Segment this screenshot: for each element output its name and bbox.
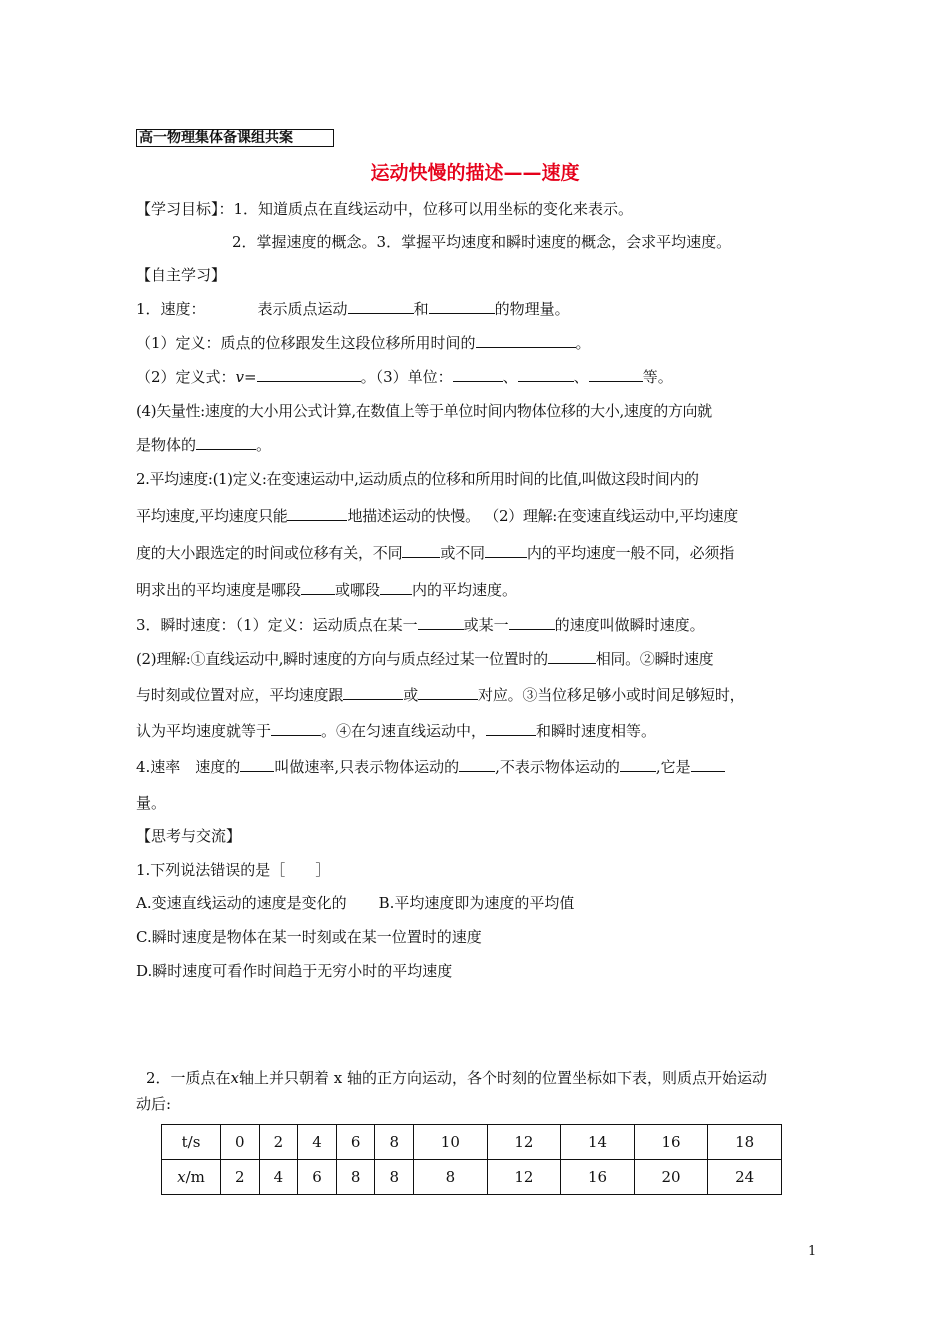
- question-2-line1: [146, 1067, 767, 1088]
- table-cell: 8: [375, 1125, 414, 1160]
- text: 度的大小跟选定的时间或位移有关，不同: [136, 544, 403, 562]
- rate-line2: 量。: [136, 794, 167, 812]
- text: 和瞬时速度相等。: [536, 722, 657, 740]
- table-cell: 0: [221, 1125, 260, 1160]
- var-x: x: [230, 1069, 240, 1087]
- avg-line1: 2.平均速度:(1)定义:在变速运动中,运动质点的位移和所用时间的比值,叫做这段时间内的: [136, 470, 699, 488]
- blank: [257, 367, 361, 382]
- text: 叫做速率,只表示物体运动的: [274, 758, 460, 776]
- table-cell: 2: [259, 1125, 298, 1160]
- blank: [485, 543, 527, 558]
- option-c: C.瞬时速度是物体在某一时刻或在某一位置时的速度: [136, 928, 482, 946]
- blank: [402, 543, 440, 558]
- blank: [343, 685, 403, 700]
- table-cell: 8: [414, 1160, 488, 1195]
- page-title: 运动快慢的描述——速度: [370, 162, 580, 184]
- table-cell: 6: [336, 1125, 375, 1160]
- text: 或某一: [463, 616, 509, 634]
- option-a: A.变速直线运动的速度是变化的: [136, 894, 347, 912]
- text: 的速度叫做瞬时速度。: [554, 616, 705, 634]
- blank: [589, 367, 643, 382]
- text: 与时刻或位置对应，平均速度跟: [136, 686, 344, 704]
- table-cell: [162, 1160, 221, 1195]
- formula-line: [136, 366, 673, 387]
- table-cell: 24: [708, 1160, 782, 1195]
- blank: [301, 580, 335, 595]
- text: 。④在匀速直线运动中，: [321, 722, 487, 740]
- table-cell: 16: [634, 1125, 708, 1160]
- table-cell: 20: [634, 1160, 708, 1195]
- text: 认为平均速度就等于: [136, 722, 272, 740]
- blank: [196, 435, 256, 450]
- question-2-line2: 动后:: [136, 1095, 172, 1113]
- table-cell: 16: [561, 1160, 635, 1195]
- self-study-heading: 【自主学习】: [136, 266, 227, 284]
- table-row: [162, 1160, 782, 1195]
- table-cell: 4: [259, 1160, 298, 1195]
- text: 4.速率 速度的: [136, 758, 241, 776]
- discussion-heading: 【思考与交流】: [136, 827, 242, 845]
- objectives-line2: 2．掌握速度的概念。3．掌握平均速度和瞬时速度的概念，会求平均速度。: [232, 233, 732, 251]
- blank: [691, 757, 725, 772]
- var-v: v: [235, 368, 245, 386]
- blank: [429, 299, 495, 314]
- text: 的物理量。: [494, 300, 570, 318]
- blank: [418, 615, 464, 630]
- vector-line2: [136, 434, 271, 455]
- table-cell: t/s: [162, 1125, 221, 1160]
- text: （1）定义：质点的位移跟发生这段位移所用时间的: [136, 334, 476, 352]
- text: 2．一质点在: [146, 1069, 231, 1087]
- text: 明求出的平均速度是哪段: [136, 581, 302, 599]
- avg-line3: [136, 542, 734, 563]
- speed-line: [136, 298, 570, 319]
- blank: [459, 757, 495, 772]
- text: 。: [575, 334, 591, 352]
- text: 轴上并只朝着 x 轴的正方向运动，各个时刻的位置坐标如下表，则质点开始运动: [239, 1069, 768, 1087]
- blank: [418, 685, 478, 700]
- blank: [287, 506, 347, 521]
- definition-line: [136, 332, 591, 353]
- text: 3．瞬时速度：（1）定义：运动质点在某一: [136, 616, 418, 634]
- vector-line1: (4)矢量性:速度的大小用公式计算,在数值上等于单位时间内物体位移的大小,速度的方向就: [136, 402, 712, 420]
- blank: [453, 367, 503, 382]
- blank: [380, 580, 412, 595]
- text: ,不表示物体运动的: [495, 758, 620, 776]
- table-cell: 12: [487, 1160, 561, 1195]
- table-cell: 4: [298, 1125, 337, 1160]
- objectives-line1: 【学习目标】：1．知道质点在直线运动中，位移可以用坐标的变化来表示。: [136, 200, 634, 218]
- text: 等。: [642, 368, 673, 386]
- var-x: x: [177, 1168, 186, 1186]
- avg-line4: [136, 579, 517, 600]
- text: 内的平均速度一般不同，必须指: [526, 544, 735, 562]
- text: 或哪段: [335, 581, 381, 599]
- blank: [476, 333, 576, 348]
- table-cell: 14: [561, 1125, 635, 1160]
- option-a-b: [136, 892, 574, 913]
- inst-line1: [136, 614, 705, 635]
- sep: 、: [502, 368, 518, 386]
- text: 1．速度：: [136, 300, 206, 318]
- blank: [620, 757, 656, 772]
- blank: [486, 721, 536, 736]
- inst-line2: [136, 648, 713, 669]
- text: 相同。②瞬时速度: [595, 650, 714, 668]
- page-number: 1: [808, 1244, 817, 1259]
- option-d: D.瞬时速度可看作时间趋于无穷小时的平均速度: [136, 962, 453, 980]
- text: (2)理解:①直线运动中,瞬时速度的方向与质点经过某一位置时的: [136, 650, 548, 668]
- table-cell: 6: [298, 1160, 337, 1195]
- table-cell: 10: [414, 1125, 488, 1160]
- avg-line2: [136, 505, 738, 526]
- rate-line1: [136, 756, 725, 777]
- sep: 、: [573, 368, 589, 386]
- blank: [518, 367, 574, 382]
- option-b: B.平均速度即为速度的平均值: [378, 894, 575, 912]
- text: 平均速度,平均速度只能: [136, 507, 288, 525]
- blank: [548, 649, 596, 664]
- header-box: 高一物理集体备课组共案: [136, 129, 334, 147]
- text: ,它是: [655, 758, 691, 776]
- text: 是物体的: [136, 436, 197, 454]
- text: 。: [256, 436, 272, 454]
- table-cell: 12: [487, 1125, 561, 1160]
- text: 。（3）单位：: [360, 368, 453, 386]
- text: =: [244, 368, 257, 386]
- blank: [271, 721, 321, 736]
- blank: [509, 615, 555, 630]
- text: 或不同: [440, 544, 485, 562]
- question-1: 1.下列说法错误的是［ ］: [136, 861, 331, 879]
- table-cell: 18: [708, 1125, 782, 1160]
- text: 地描述运动的快慢。 （2）理解:在变速直线运动中,平均速度: [347, 507, 738, 525]
- text: 内的平均速度。: [412, 581, 518, 599]
- inst-line3: [136, 684, 744, 705]
- table-cell: 2: [221, 1160, 260, 1195]
- text: 或: [403, 686, 419, 704]
- text: 和: [413, 300, 429, 318]
- blank: [240, 757, 274, 772]
- position-table: [161, 1124, 782, 1195]
- text: 对应。③当位移足够小或时间足够短时，: [478, 686, 745, 704]
- text: 表示质点运动: [257, 300, 348, 318]
- inst-line4: [136, 720, 656, 741]
- table-cell: 8: [336, 1160, 375, 1195]
- table-row: [162, 1125, 782, 1160]
- unit: /m: [185, 1168, 205, 1186]
- text: （2）定义式：: [136, 368, 236, 386]
- blank: [348, 299, 414, 314]
- table-cell: 8: [375, 1160, 414, 1195]
